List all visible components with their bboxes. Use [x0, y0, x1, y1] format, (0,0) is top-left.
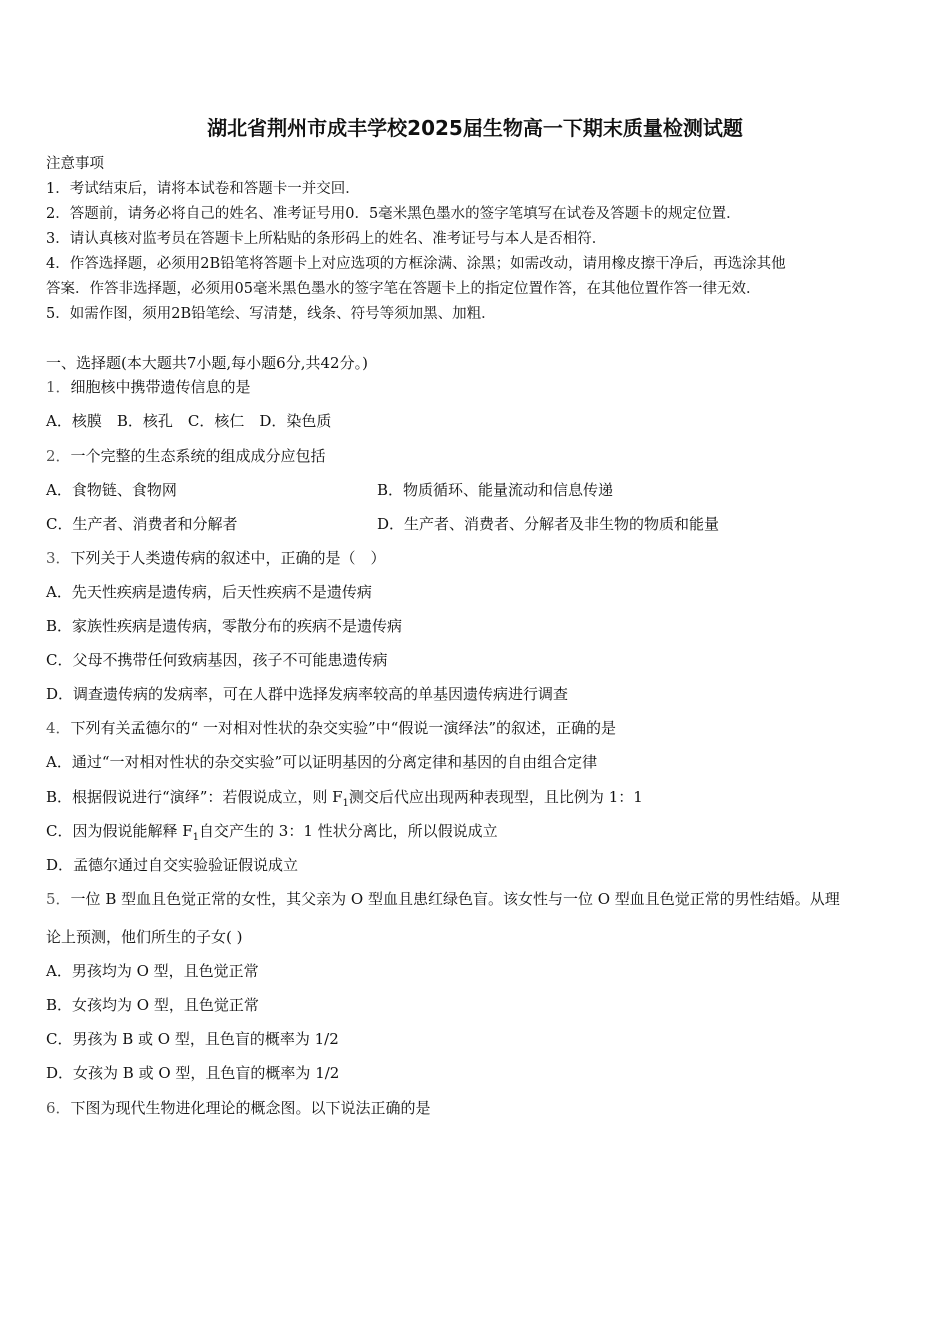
page-title: 湖北省荆州市成丰学校2025届生物高一下期末质量检测试题	[207, 116, 743, 140]
q4-option-a: A．通过“一对相对性状的杂交实验”可以证明基因的分离定律和基因的自由组合定律	[46, 753, 598, 771]
question-number: 6．	[46, 1099, 71, 1117]
q2-option-c: C．生产者、消费者和分解者	[46, 515, 238, 533]
notice-item: 答案．作答非选择题，必须用05毫米黑色墨水的签字笔在答题卡上的指定位置作答，在其他位置作答一律无效．	[46, 281, 761, 297]
question-number: 4．	[46, 719, 71, 737]
q3-option-a: A．先天性疾病是遗传病，后天性疾病不是遗传病	[46, 583, 372, 601]
q4-option-d: D．孟德尔通过自交实验验证假说成立	[46, 856, 299, 874]
q2-option-b: B．物质循环、能量流动和信息传递	[377, 481, 614, 499]
q4-option-b-text-2: 测交后代应出现两种表现型，且比例为 1：1	[348, 788, 643, 806]
notice-item: 5．如需作图，须用2B铅笔绘、写清楚，线条、符号等须加黑、加粗．	[46, 306, 496, 322]
q5-option-a: A．男孩均为 O 型，且色觉正常	[46, 962, 259, 980]
q4-option-b	[46, 786, 643, 809]
q2-option-d: D．生产者、消费者、分解者及非生物的物质和能量	[377, 515, 720, 533]
q5-option-c: C．男孩为 B 或 O 型，且色盲的概率为 1/2	[46, 1030, 339, 1048]
question-3	[46, 547, 386, 568]
question-2	[46, 445, 326, 466]
notice-heading: 注意事项	[46, 156, 104, 172]
q3-option-b: B．家族性疾病是遗传病，零散分布的疾病不是遗传病	[46, 617, 403, 635]
question-1	[46, 376, 251, 397]
q3-option-c: C．父母不携带任何致病基因，孩子不可能患遗传病	[46, 651, 388, 669]
question-stem: 细胞核中携带遗传信息的是	[70, 378, 251, 396]
question-4	[46, 717, 616, 738]
q5-option-d: D．女孩为 B 或 O 型，且色盲的概率为 1/2	[46, 1064, 340, 1082]
section-heading: 一、选择题(本大题共7小题,每小题6分,共42分。)	[46, 354, 368, 372]
question-number: 2．	[46, 447, 71, 465]
question-number: 5．	[46, 890, 71, 908]
notice-item: 2．答题前，请务必将自己的姓名、准考证号用0．5毫米黑色墨水的签字笔填写在试卷及答题卡的规定位置．	[46, 206, 741, 222]
question-stem: 一位 B 型血且色觉正常的女性，其父亲为 O 型血且患红绿色盲。该女性与一位 O 型血且色觉正常的男性结婚。从理	[70, 890, 840, 908]
q5-option-b: B．女孩均为 O 型，且色觉正常	[46, 996, 259, 1014]
q2-option-a: A．食物链、食物网	[46, 481, 177, 499]
question-number: 1．	[46, 378, 71, 396]
q1-options: A．核膜 B．核孔 C．核仁 D．染色质	[46, 412, 332, 430]
notice-item: 3．请认真核对监考员在答题卡上所粘贴的条形码上的姓名、准考证号与本人是否相符．	[46, 231, 607, 247]
question-stem: 下图为现代生物进化理论的概念图。以下说法正确的是	[70, 1099, 431, 1117]
question-5-cont: 论上预测，他们所生的子女( )	[46, 928, 243, 946]
q4-option-c-text-2: 自交产生的 3：1 性状分离比，所以假说成立	[199, 822, 498, 840]
q4-option-c	[46, 820, 498, 843]
question-5	[46, 888, 840, 909]
question-stem: 下列关于人类遗传病的叙述中，正确的是（ ）	[70, 549, 386, 567]
q4-option-c-text: C．因为假说能解释 F	[46, 822, 193, 840]
question-number: 3．	[46, 549, 71, 567]
question-stem: 下列有关孟德尔的“ 一对相对性状的杂交实验”中“假说一演绎法”的叙述，正确的是	[70, 719, 616, 737]
notice-item: 4．作答选择题，必须用2B铅笔将答题卡上对应选项的方框涂满、涂黑；如需改动，请用橡皮擦干净后，再选涂其他	[46, 256, 786, 272]
subscript: 1	[192, 832, 200, 843]
q4-option-b-text: B．根据假说进行“演绎”：若假说成立，则 F	[46, 788, 343, 806]
question-6	[46, 1097, 431, 1118]
q3-option-d: D．调查遗传病的发病率，可在人群中选择发病率较高的单基因遗传病进行调查	[46, 685, 569, 703]
question-stem: 一个完整的生态系统的组成成分应包括	[70, 447, 326, 465]
notice-item: 1．考试结束后，请将本试卷和答题卡一并交回．	[46, 181, 360, 197]
subscript: 1	[342, 798, 349, 809]
